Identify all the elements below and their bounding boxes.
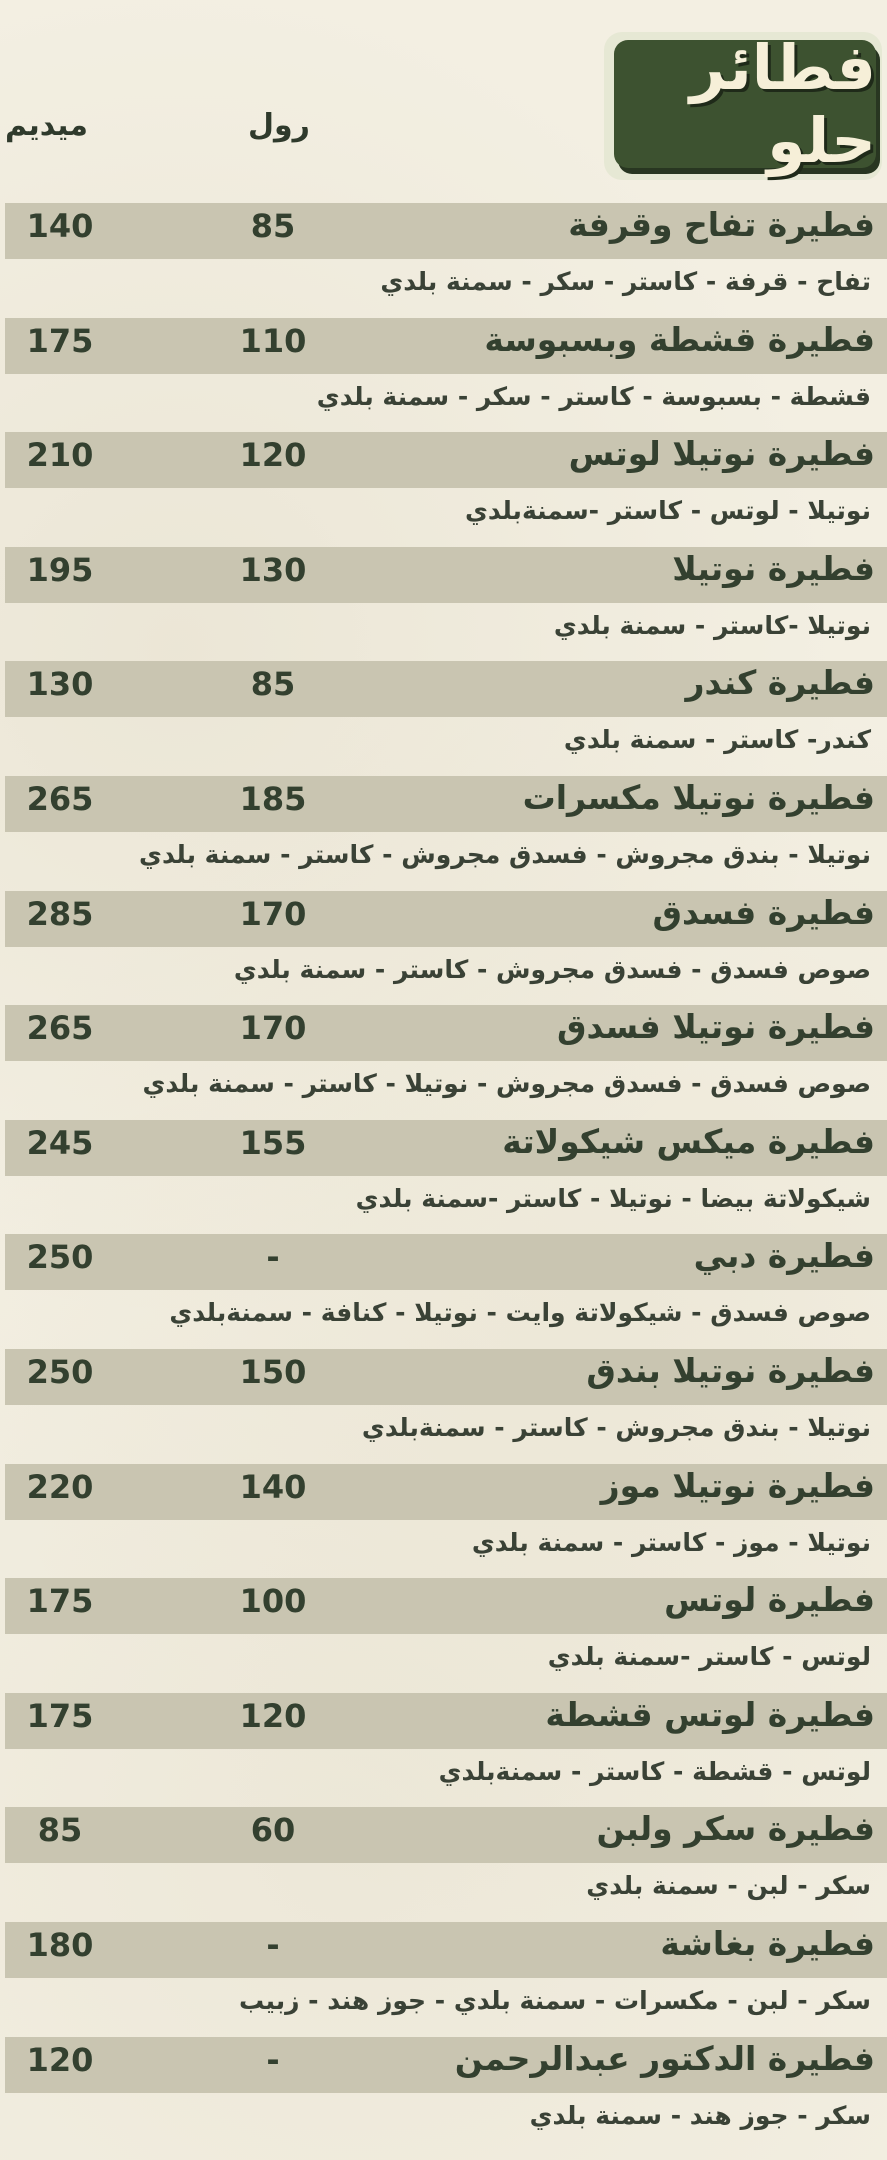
menu-item-ingredients: نوتيلا -كاستر - سمنة بلدي xyxy=(553,610,871,640)
menu-item xyxy=(0,776,887,891)
menu-item-name: فطيرة نوتيلا xyxy=(672,548,875,588)
menu-item xyxy=(0,1578,887,1693)
menu-item-price-medium: 195 xyxy=(26,550,94,589)
menu-item-name: فطيرة نوتيلا موز xyxy=(600,1465,875,1505)
menu-item-name: فطيرة لوتس xyxy=(664,1580,875,1620)
menu-item-ingredients: قشطة - بسبوسة - كاستر - سكر - سمنة بلدي xyxy=(316,381,871,411)
menu-item-name: فطيرة تفاح وقرفة xyxy=(568,205,875,244)
menu-item-name: فطيرة الدكتور عبدالرحمن xyxy=(454,2038,875,2078)
menu-item-ingredients: تفاح - قرفة - كاستر - سكر - سمنة بلدي xyxy=(380,267,871,296)
menu-item-price-roll: 85 xyxy=(250,665,296,704)
menu-item-price-roll: 130 xyxy=(239,550,307,589)
page-title: فطائر حلو xyxy=(689,31,876,177)
menu-item-name: فطيرة فسدق xyxy=(652,892,875,932)
menu-item-ingredients: نوتيلا - لوتس - كاستر -سمنةبلدي xyxy=(465,496,871,526)
menu-item-price-medium: 265 xyxy=(26,1009,94,1048)
column-header-roll: رول xyxy=(248,108,310,143)
menu-item-price-roll: 100 xyxy=(239,1582,307,1621)
menu-item-price-roll: 150 xyxy=(239,1352,307,1391)
menu-item xyxy=(0,891,887,1006)
menu-item-price-roll: 140 xyxy=(239,1467,307,1506)
menu-item-price-medium: 180 xyxy=(26,1925,94,1964)
menu-item-name: فطيرة كندر xyxy=(685,663,875,703)
menu-item-price-roll: 60 xyxy=(250,1811,296,1850)
menu-item-name: فطيرة نوتيلا بندق xyxy=(586,1350,875,1390)
menu-item-price-roll: 185 xyxy=(239,779,307,818)
menu-item-ingredients: صوص فسدق - فسدق مجروش - نوتيلا - كاستر - سمنة بلدي xyxy=(142,1069,871,1099)
menu-item-ingredients: صوص فسدق - فسدق مجروش - كاستر - سمنة بلدي xyxy=(233,954,871,984)
menu-item-ingredients: شيكولاتة بيضا - نوتيلا - كاستر -سمنة بلدي xyxy=(355,1183,871,1213)
menu-item-name: فطيرة لوتس قشطة xyxy=(545,1694,875,1734)
menu-item-price-roll: 85 xyxy=(250,207,296,245)
menu-item xyxy=(0,1922,887,2037)
menu-item-price-roll: 170 xyxy=(239,894,307,933)
menu-item-ingredients: نوتيلا - بندق مجروش - كاستر - سمنةبلدي xyxy=(361,1412,871,1442)
menu-item-name: فطيرة ميكس شيكولاتة xyxy=(502,1121,875,1161)
menu-item-price-medium: 220 xyxy=(26,1467,94,1506)
menu-item xyxy=(0,1234,887,1349)
menu-item xyxy=(0,1120,887,1235)
menu-item xyxy=(0,1349,887,1464)
menu-item-price-medium: 250 xyxy=(26,1238,94,1277)
menu-item xyxy=(0,1464,887,1579)
menu-item-ingredients: سكر - لبن - مكسرات - سمنة بلدي - جوز هند - زبيب xyxy=(239,1985,871,2015)
menu-list xyxy=(0,203,887,2151)
menu-item xyxy=(0,547,887,662)
menu-item-price-roll: - xyxy=(266,2040,280,2079)
menu-item-ingredients: نوتيلا - موز - كاستر - سمنة بلدي xyxy=(471,1527,871,1557)
menu-item-ingredients: كندر- كاستر - سمنة بلدي xyxy=(563,725,871,755)
menu-item-name: فطيرة قشطة وبسبوسة xyxy=(484,319,875,359)
menu-item-price-roll: - xyxy=(266,1925,280,1964)
title-badge-inner xyxy=(614,31,876,177)
menu-item-price-medium: 210 xyxy=(26,436,94,475)
menu-item-ingredients: لوتس - كاستر -سمنة بلدي xyxy=(547,1642,871,1672)
menu-item xyxy=(0,1807,887,1922)
menu-item-price-roll: 110 xyxy=(239,321,307,360)
menu-item xyxy=(0,1005,887,1120)
menu-item-price-medium: 285 xyxy=(26,894,94,933)
menu-item-name: فطيرة بغاشة xyxy=(660,1923,875,1963)
menu-item-name: فطيرة نوتيلا مكسرات xyxy=(522,777,875,817)
menu-item xyxy=(0,1693,887,1808)
menu-item-price-medium: 250 xyxy=(26,1352,94,1391)
menu-item xyxy=(0,2037,887,2152)
menu-item xyxy=(0,203,887,318)
menu-item xyxy=(0,432,887,547)
menu-item xyxy=(0,318,887,433)
menu-item-ingredients: لوتس - قشطة - كاستر - سمنةبلدي xyxy=(438,1756,871,1786)
menu-item-ingredients: نوتيلا - بندق مجروش - فسدق مجروش - كاستر - سمنة بلدي xyxy=(139,839,871,869)
menu-item-price-medium: 245 xyxy=(26,1123,94,1162)
column-header-medium: ميديم xyxy=(5,108,88,143)
menu-item-ingredients: سكر - لبن - سمنة بلدي xyxy=(586,1871,871,1901)
menu-item-ingredients: صوص فسدق - شيكولاتة وايت - نوتيلا - كنافة - سمنةبلدي xyxy=(169,1298,871,1328)
menu-header xyxy=(0,0,887,200)
menu-item-name: فطيرة سكر ولبن xyxy=(596,1809,875,1849)
menu-item-name: فطيرة نوتيلا فسدق xyxy=(557,1007,875,1047)
menu-item-price-roll: 120 xyxy=(239,1696,307,1735)
menu-item-name: فطيرة دبي xyxy=(693,1236,875,1276)
title-badge xyxy=(604,32,882,180)
menu-item-price-medium: 120 xyxy=(26,2040,94,2079)
menu-item-price-medium: 130 xyxy=(26,665,94,704)
menu-item-name: فطيرة نوتيلا لوتس xyxy=(568,434,875,474)
menu-item-price-medium: 140 xyxy=(26,207,94,245)
menu-item-price-medium: 265 xyxy=(26,779,94,818)
menu-item-price-medium: 85 xyxy=(37,1811,83,1850)
menu-item-ingredients: سكر - جوز هند - سمنة بلدي xyxy=(529,2100,871,2130)
menu-item-price-roll: 155 xyxy=(239,1123,307,1162)
menu-item-price-roll: 170 xyxy=(239,1009,307,1048)
menu-item-price-roll: - xyxy=(266,1238,280,1277)
menu-item-price-medium: 175 xyxy=(26,1582,94,1621)
menu-item-price-medium: 175 xyxy=(26,1696,94,1735)
menu-item-price-medium: 175 xyxy=(26,321,94,360)
menu-item xyxy=(0,661,887,776)
menu-item-price-roll: 120 xyxy=(239,436,307,475)
